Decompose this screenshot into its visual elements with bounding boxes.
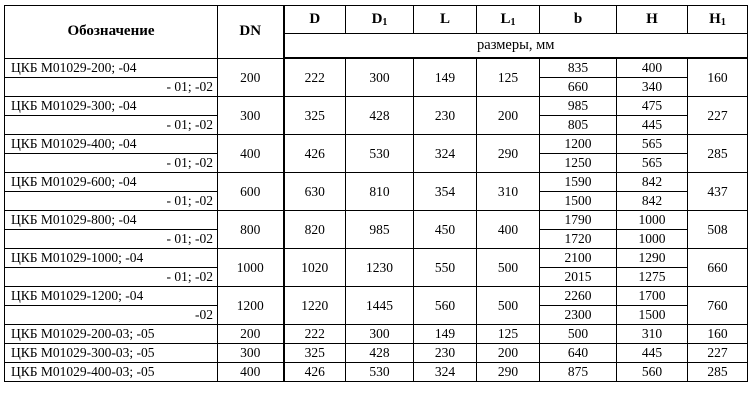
l1-cell: 500 — [477, 287, 540, 325]
dn-cell: 1000 — [218, 249, 284, 287]
designation-cell: ЦКБ М01029-400; -04 — [5, 135, 218, 154]
h-cell: 340 — [617, 78, 688, 97]
b-cell: 875 — [540, 363, 617, 382]
h-cell: 560 — [617, 363, 688, 382]
designation-variant-cell: - 01; -02 — [5, 230, 218, 249]
dn-cell: 600 — [218, 173, 284, 211]
l1-cell: 200 — [477, 344, 540, 363]
b-cell: 2260 — [540, 287, 617, 306]
h1-cell: 285 — [688, 363, 748, 382]
h1-cell: 660 — [688, 249, 748, 287]
table-row — [5, 135, 748, 154]
header-col-l: L — [414, 6, 477, 34]
designation-cell: ЦКБ М01029-600; -04 — [5, 173, 218, 192]
l-cell: 450 — [414, 211, 477, 249]
h-cell: 565 — [617, 154, 688, 173]
d-cell: 820 — [284, 211, 346, 249]
l1-cell: 290 — [477, 363, 540, 382]
designation-cell: ЦКБ М01029-1200; -04 — [5, 287, 218, 306]
h-cell: 1290 — [617, 249, 688, 268]
designation-cell: ЦКБ М01029-300-03; -05 — [5, 344, 218, 363]
l-cell: 324 — [414, 135, 477, 173]
b-cell: 1790 — [540, 211, 617, 230]
designation-variant-cell: - 01; -02 — [5, 116, 218, 135]
l1-cell: 200 — [477, 97, 540, 135]
d-cell: 1020 — [284, 249, 346, 287]
dimensions-table — [4, 5, 748, 382]
h1-cell: 508 — [688, 211, 748, 249]
table-body — [5, 58, 748, 382]
d1-cell: 1445 — [346, 287, 414, 325]
h1-cell: 227 — [688, 344, 748, 363]
h-cell: 400 — [617, 58, 688, 78]
designation-variant-cell: - 01; -02 — [5, 78, 218, 97]
dn-cell: 300 — [218, 344, 284, 363]
b-cell: 1500 — [540, 192, 617, 211]
h-cell: 1000 — [617, 230, 688, 249]
h-cell: 1500 — [617, 306, 688, 325]
b-cell: 1250 — [540, 154, 617, 173]
h-cell: 1000 — [617, 211, 688, 230]
h-cell: 1275 — [617, 268, 688, 287]
d1-cell: 300 — [346, 325, 414, 344]
designation-variant-cell: - 01; -02 — [5, 268, 218, 287]
h1-cell: 760 — [688, 287, 748, 325]
l1-cell: 125 — [477, 325, 540, 344]
l-cell: 324 — [414, 363, 477, 382]
designation-cell: ЦКБ М01029-200; -04 — [5, 58, 218, 78]
d-cell: 325 — [284, 344, 346, 363]
l1-cell: 500 — [477, 249, 540, 287]
header-units: размеры, мм — [284, 34, 748, 59]
b-cell: 2100 — [540, 249, 617, 268]
l1-cell: 310 — [477, 173, 540, 211]
h1-cell: 160 — [688, 325, 748, 344]
h-cell: 842 — [617, 173, 688, 192]
h-cell: 310 — [617, 325, 688, 344]
table-row — [5, 363, 748, 382]
l-cell: 354 — [414, 173, 477, 211]
designation-cell: ЦКБ М01029-800; -04 — [5, 211, 218, 230]
d1-cell: 530 — [346, 135, 414, 173]
b-cell: 1200 — [540, 135, 617, 154]
l-cell: 550 — [414, 249, 477, 287]
designation-cell: ЦКБ М01029-200-03; -05 — [5, 325, 218, 344]
h1-cell: 227 — [688, 97, 748, 135]
h-cell: 445 — [617, 344, 688, 363]
table-row — [5, 97, 748, 116]
designation-cell: ЦКБ М01029-300; -04 — [5, 97, 218, 116]
h-cell: 445 — [617, 116, 688, 135]
d-cell: 426 — [284, 135, 346, 173]
dn-cell: 200 — [218, 325, 284, 344]
d1-cell: 428 — [346, 97, 414, 135]
header-dn: DN — [218, 6, 284, 59]
table-row — [5, 344, 748, 363]
b-cell: 805 — [540, 116, 617, 135]
designation-variant-cell: - 01; -02 — [5, 192, 218, 211]
l-cell: 560 — [414, 287, 477, 325]
dimensions-table-wrapper — [4, 5, 748, 382]
b-cell: 500 — [540, 325, 617, 344]
l-cell: 230 — [414, 97, 477, 135]
l-cell: 149 — [414, 325, 477, 344]
header-designation: Обозначение — [5, 6, 218, 59]
d-cell: 426 — [284, 363, 346, 382]
header-col-l1: $L_1$ — [477, 6, 540, 34]
dn-cell: 200 — [218, 58, 284, 97]
table-row — [5, 325, 748, 344]
d-cell: 1220 — [284, 287, 346, 325]
h-cell: 565 — [617, 135, 688, 154]
d-cell: 325 — [284, 97, 346, 135]
l1-cell: 400 — [477, 211, 540, 249]
h-cell: 842 — [617, 192, 688, 211]
d1-cell: 300 — [346, 58, 414, 97]
header-col-b: b — [540, 6, 617, 34]
header-col-d: D — [284, 6, 346, 34]
designation-cell: ЦКБ М01029-400-03; -05 — [5, 363, 218, 382]
table-row — [5, 58, 748, 78]
table-row — [5, 211, 748, 230]
dn-cell: 400 — [218, 363, 284, 382]
d-cell: 222 — [284, 325, 346, 344]
b-cell: 640 — [540, 344, 617, 363]
header-col-h: H — [617, 6, 688, 34]
designation-variant-cell: - 01; -02 — [5, 154, 218, 173]
dn-cell: 400 — [218, 135, 284, 173]
h1-cell: 437 — [688, 173, 748, 211]
table-row — [5, 173, 748, 192]
l-cell: 149 — [414, 58, 477, 97]
d1-cell: 810 — [346, 173, 414, 211]
b-cell: 1720 — [540, 230, 617, 249]
l1-cell: 125 — [477, 58, 540, 97]
designation-variant-cell: -02 — [5, 306, 218, 325]
b-cell: 1590 — [540, 173, 617, 192]
h1-cell: 160 — [688, 58, 748, 97]
l-cell: 230 — [414, 344, 477, 363]
d1-cell: 428 — [346, 344, 414, 363]
table-row — [5, 249, 748, 268]
d1-cell: 1230 — [346, 249, 414, 287]
l1-cell: 290 — [477, 135, 540, 173]
h1-cell: 285 — [688, 135, 748, 173]
d1-cell: 530 — [346, 363, 414, 382]
b-cell: 985 — [540, 97, 617, 116]
table-row — [5, 287, 748, 306]
dn-cell: 800 — [218, 211, 284, 249]
designation-cell: ЦКБ М01029-1000; -04 — [5, 249, 218, 268]
header-col-d1: $D_1$ — [346, 6, 414, 34]
h-cell: 475 — [617, 97, 688, 116]
b-cell: 2015 — [540, 268, 617, 287]
d-cell: 222 — [284, 58, 346, 97]
d1-cell: 985 — [346, 211, 414, 249]
b-cell: 835 — [540, 58, 617, 78]
d-cell: 630 — [284, 173, 346, 211]
dn-cell: 300 — [218, 97, 284, 135]
h-cell: 1700 — [617, 287, 688, 306]
b-cell: 660 — [540, 78, 617, 97]
b-cell: 2300 — [540, 306, 617, 325]
header-col-h1: $H_1$ — [688, 6, 748, 34]
dn-cell: 1200 — [218, 287, 284, 325]
